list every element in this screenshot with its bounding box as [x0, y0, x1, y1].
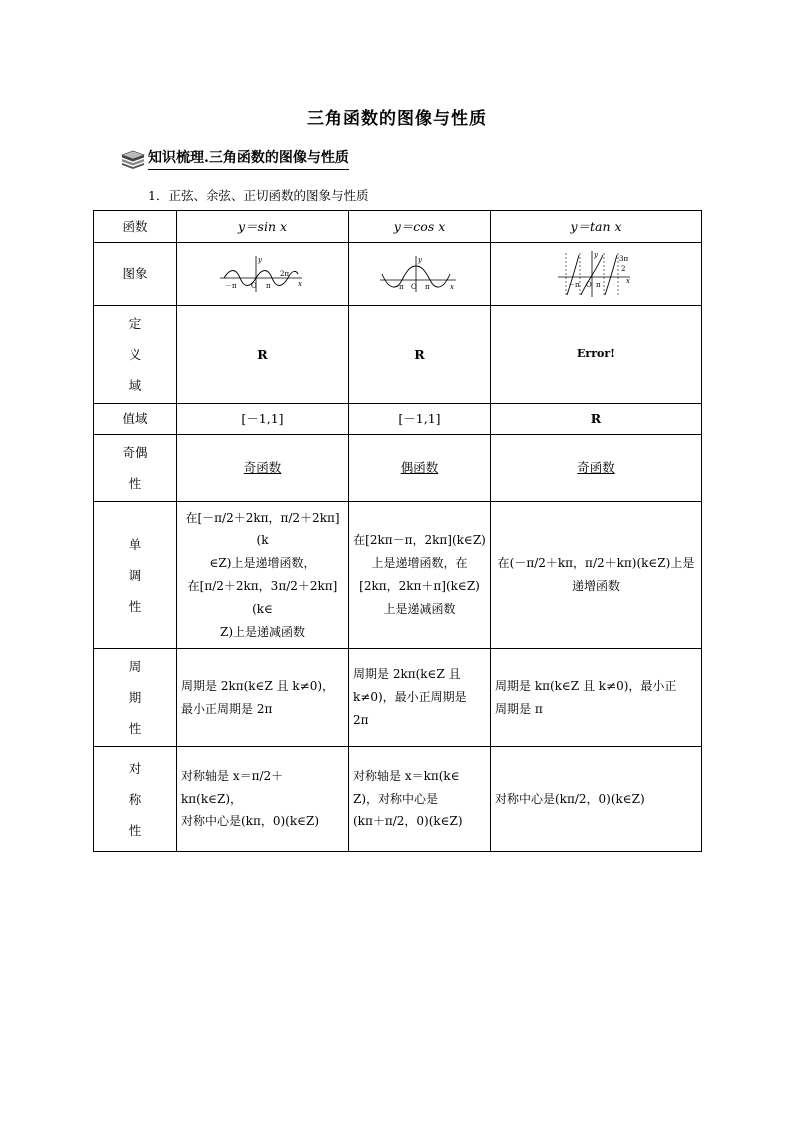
tan-graph-cell [491, 243, 702, 306]
book-stack-icon [120, 149, 146, 169]
tan-domain: Error! [491, 306, 702, 404]
sin-graph-cell [177, 243, 349, 306]
tan-tick-origin: O [586, 281, 592, 289]
cos-tick-neg-pi: －π [391, 283, 404, 291]
sin-domain: R [177, 306, 349, 404]
section-label: 知识梳理.三角函数的图像与性质 [148, 147, 349, 170]
domain-row-label: 定 义 域 [94, 306, 177, 404]
header-cell-tan: y＝tan x [491, 211, 702, 243]
table-row [94, 306, 702, 404]
cos-monotonicity: 在[2kπ－π，2kπ](k∈Z) 上是递增函数，在 [2kπ，2kπ＋π](k∈Z) 上是递减函数 [349, 502, 491, 649]
tan-period: 周期是 kπ(k∈Z 且 k≠0)，最小正 周期是 π [491, 649, 702, 747]
cos-graph [378, 252, 462, 296]
intro-text: 1．正弦、余弦、正切函数的图象与性质 [148, 188, 369, 203]
tan-monotonicity: 在(－π/2＋kπ，π/2＋kπ)(k∈Z)上是 递增函数 [491, 502, 702, 649]
table-row [94, 649, 702, 747]
cos-range: [－1,1] [349, 404, 491, 435]
tan-tick-neg-pi: －π [568, 281, 580, 289]
table-row [94, 211, 702, 243]
tan-axis-y: y [594, 251, 598, 259]
sin-period: 周期是 2kπ(k∈Z 且 k≠0)， 最小正周期是 2π [177, 649, 349, 747]
cos-parity: 偶函数 [349, 435, 491, 502]
sin-axis-y: y [257, 256, 262, 264]
tan-tick-pi: π [596, 281, 601, 289]
sin-monotonicity: 在[－π/2＋2kπ，π/2＋2kπ](k ∈Z)上是递增函数， 在[π/2＋2kπ，3π/2＋2kπ](k∈ Z)上是递减函数 [177, 502, 349, 649]
tan-tick-3pi: 3π [619, 255, 629, 263]
sin-range: [－1,1] [177, 404, 349, 435]
section-heading [120, 147, 349, 170]
monotonic-row-label: 单 调 性 [94, 502, 177, 649]
sin-tick-2pi: 2π [279, 270, 289, 278]
table-row [94, 502, 702, 649]
sin-graph [218, 252, 308, 296]
parity-row-label: 奇偶 性 [94, 435, 177, 502]
sin-symmetry: 对称轴是 x＝π/2＋kπ(k∈Z)， 对称中心是(kπ，0)(k∈Z) [177, 747, 349, 852]
tan-range: R [491, 404, 702, 435]
period-row-label: 周 期 性 [94, 649, 177, 747]
table-row [94, 243, 702, 306]
cos-axis-y: y [417, 256, 422, 264]
header-cell-function: 函数 [94, 211, 177, 243]
range-row-label: 值域 [94, 404, 177, 435]
cos-symmetry: 对称轴是 x＝kπ(k∈ Z)，对称中心是 (kπ＋π/2，0)(k∈Z) [349, 747, 491, 852]
tan-axis-x: x [626, 277, 630, 285]
table-row [94, 404, 702, 435]
cos-tick-pi: π [424, 283, 430, 291]
sin-tick-neg-pi: －π [224, 282, 237, 290]
header-cell-cos: y＝cos x [349, 211, 491, 243]
cos-tick-origin: O [410, 283, 417, 291]
tan-parity: 奇函数 [491, 435, 702, 502]
sin-tick-origin: O [250, 282, 257, 290]
sin-tick-pi: π [265, 282, 271, 290]
cos-graph-cell [349, 243, 491, 306]
cos-axis-x: x [449, 283, 454, 291]
header-cell-sin: y＝sin x [177, 211, 349, 243]
sin-axis-x: x [297, 280, 302, 288]
table-row [94, 747, 702, 852]
cos-domain: R [349, 306, 491, 404]
cos-period: 周期是 2kπ(k∈Z 且 k≠0)，最小正周期是 2π [349, 649, 491, 747]
table-row [94, 435, 702, 502]
graph-row-label: 图象 [94, 243, 177, 306]
properties-table [93, 210, 702, 852]
tan-tick-denominator: 2 [621, 265, 626, 273]
tan-symmetry: 对称中心是(kπ/2，0)(k∈Z) [491, 747, 702, 852]
sin-parity: 奇函数 [177, 435, 349, 502]
tan-graph [556, 249, 636, 299]
page-title: 三角函数的图像与性质 [307, 109, 487, 129]
symmetry-row-label: 对 称 性 [94, 747, 177, 852]
